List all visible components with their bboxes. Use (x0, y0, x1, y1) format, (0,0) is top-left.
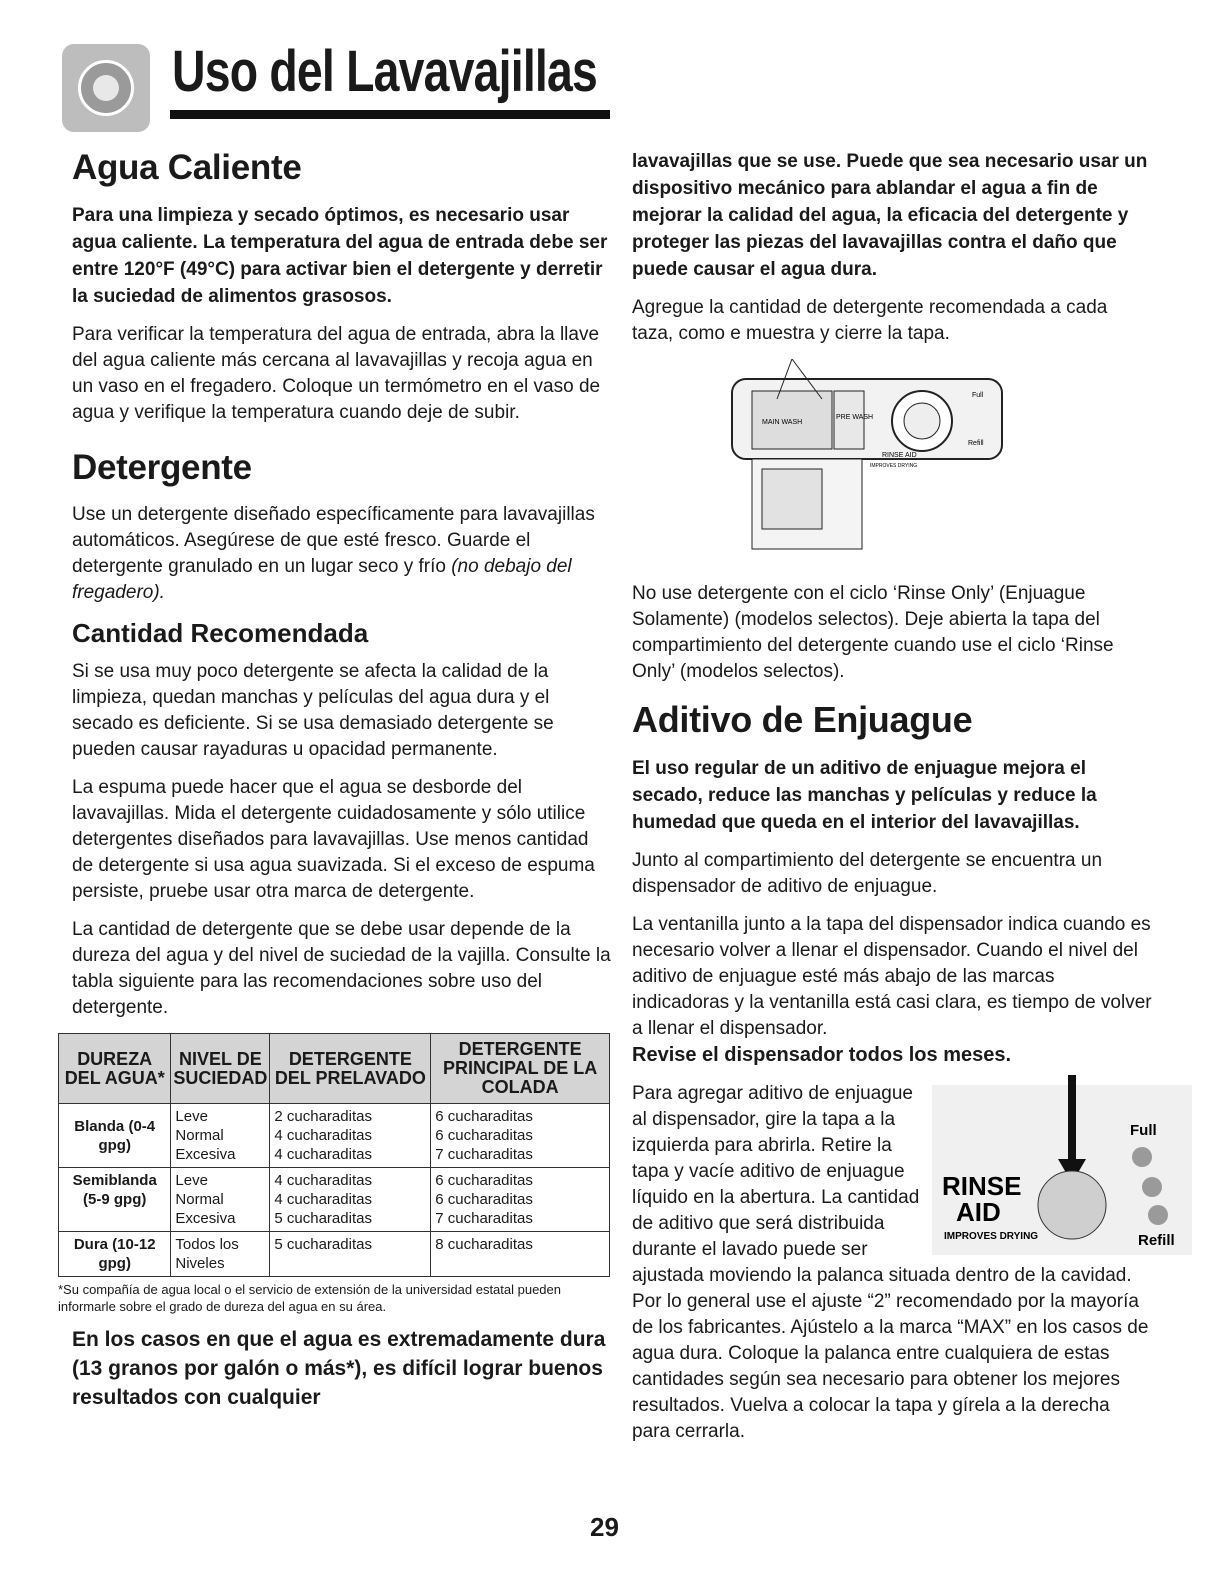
table-row (59, 1104, 610, 1168)
aditivo-p2: La ventanilla junto a la tapa del dispensador indica cuando es necesario volver a llenar el dispensador. Cuando el nivel del aditivo de enjuague esté más abajo de las marcas indicadoras y la ventanilla está casi clara, es tiempo de volver a llenar el dispensador. (632, 914, 1152, 1039)
refill-mark-label: Refill (1138, 1232, 1175, 1249)
aditivo-intro: El uso regular de un aditivo de enjuague mejora el secado, reduce las manchas y películas y reduce la humedad que queda en el interior del lavavajillas. (632, 758, 1097, 833)
add-text: Agregue la cantidad de detergente recomendada a cada taza, como e muestra y cierre la tapa. (632, 297, 1108, 344)
main-wash-label: MAIN WASH (762, 419, 803, 426)
heading-detergente: Detergente (72, 448, 252, 487)
rinse-aid-illustration (932, 1075, 1192, 1255)
table-cell: 5 cucharaditas (270, 1232, 431, 1277)
table-cell: 8 cucharaditas (431, 1232, 610, 1277)
pre-wash-label: PRE WASH (836, 414, 874, 421)
table-header: DETERGENTE PRINCIPAL DE LA COLADA (431, 1034, 610, 1104)
table-row (59, 1232, 610, 1277)
full-label: Full (972, 392, 984, 399)
rinse-label: RINSE (942, 1171, 1022, 1201)
page-number: 29 (590, 1512, 619, 1542)
aid-label: AID (956, 1197, 1001, 1227)
table-cell: Leve Normal Excesiva (171, 1104, 270, 1168)
rinse-aid-label: RINSE AID (882, 452, 917, 459)
table-cell: 2 cucharaditas 4 cucharaditas 4 cucharaditas (270, 1104, 431, 1168)
aditivo-p3: Para agregar aditivo de enjuague al dispensador, gire la tapa a la izquierda para abrirla. Retire la tapa y vacíe aditivo de enjuague líquido en la abertura. La cantidad de aditivo que será distribuida durante el lavado puede ser ajustada moviendo la palanca situada dentro de la cavidad. Por lo general use el ajuste “2” recomendado por la mayoría de los fabricantes. Ajústelo a la marca “MAX” en los casos de agua dura. Coloque la palanca entre cualquiera de estas cantidades según sea necesario para obtener los mejores resultados. Vuelva a colocar la tapa y gírela a la derecha para cerrarla. (632, 1083, 1149, 1442)
detergent-table (58, 1033, 610, 1277)
cantidad-p3: La cantidad de detergente que se debe usar depende de la dureza del agua y del nivel de suciedad de la vajilla. Consulte la tabla siguiente para las recomendaciones sobre uso del detergente. (72, 919, 611, 1018)
table-header: DUREZA DEL AGUA* (59, 1034, 171, 1104)
table-cell: 6 cucharaditas 6 cucharaditas 7 cucharaditas (431, 1168, 610, 1232)
cantidad-p1: Si se usa muy poco detergente se afecta la calidad de la limpieza, quedan manchas y películas del agua dura y el secado es deficiente. Si se usa demasiado detergente se pueden causar rayaduras u opacidad permanente. (72, 661, 554, 760)
table-cell: Todos los Niveles (171, 1232, 270, 1277)
table-cell: Semiblanda (5-9 gpg) (59, 1168, 171, 1232)
left-column (58, 148, 612, 1424)
cantidad-p2: La espuma puede hacer que el agua se desborde del lavavajillas. Mida el detergente cuidadosamente y sólo utilice detergentes diseñados para lavavajillas. Use menos cantidad de detergente si usa agua suavizada. Si el exceso de espuma persiste, pruebe usar otra marca de detergente. (72, 777, 595, 902)
table-cell: Dura (10-12 gpg) (59, 1232, 171, 1277)
rinse-aid-figure (932, 1075, 1192, 1255)
closing-text: En los casos en que el agua es extremadamente dura (13 granos por galón o más*), es difícil lograr buenos resultados con cualquier (72, 1328, 606, 1409)
refill-label: Refill (968, 440, 984, 447)
table-cell: 6 cucharaditas 6 cucharaditas 7 cucharaditas (431, 1104, 610, 1168)
aditivo-p2b: Revise el dispensador todos los meses. (632, 1044, 1012, 1066)
table-cell: Blanda (0-4 gpg) (59, 1104, 171, 1168)
heading-agua-caliente: Agua Caliente (72, 148, 302, 187)
improves-drying-label: IMPROVES DRYING (944, 1231, 1039, 1242)
agua-intro: Para una limpieza y secado óptimos, es necesario usar agua caliente. La temperatura del agua de entrada debe ser entre 120°F (49°C) para activar bien el detergente y derretir la suciedad de alimentos grasosos. (72, 205, 608, 307)
detergente-body: Use un detergente diseñado específicamente para lavavajillas automáticos. Asegúrese de que esté fresco. Guarde el detergente granulado en un lugar seco y frío (no debajo del fregadero). (72, 504, 595, 603)
heading-cantidad: Cantidad Recomendada (72, 618, 369, 648)
dispenser-illustration (722, 359, 1022, 569)
table-header: DETERGENTE DEL PRELAVADO (270, 1034, 431, 1104)
rinse-only-text: No use detergente con el ciclo ‘Rinse Only’ (Enjuague Solamente) (modelos selectos). Deje abierta la tapa del compartimiento del detergente cuando use el ciclo ‘Rinse Only’ (modelos selectos). (632, 583, 1114, 682)
improves-label: IMPROVES DRYING (870, 463, 918, 469)
dispenser-diagram (722, 359, 1022, 569)
table-cell: Leve Normal Excesiva (171, 1168, 270, 1232)
aditivo-p1: Junto al compartimiento del detergente se encuentra un dispensador de aditivo de enjuague. (632, 850, 1103, 897)
table-header: NIVEL DE SUCIEDAD (171, 1034, 270, 1104)
page-title: Uso del Lavavajillas (172, 39, 598, 104)
agua-body: Para verificar la temperatura del agua de entrada, abra la llave del agua caliente más cercana al lavavajillas y recoja agua en un vaso en el fregadero. Coloque un termómetro en el vaso de agua y verifique la temperatura cuando deje de subir. (72, 324, 601, 423)
dishwasher-dial-icon (62, 44, 150, 132)
heading-aditivo: Aditivo de Enjuague (632, 699, 973, 740)
right-column (632, 148, 1175, 1457)
table-footnote: *Su compañía de agua local o el servicio de extensión de la universidad estatal pueden informarle sobre el grado de dureza del agua en su área. (58, 1282, 562, 1314)
full-mark-label: Full (1130, 1122, 1157, 1139)
table-cell: 4 cucharaditas 4 cucharaditas 5 cucharaditas (270, 1168, 431, 1232)
table-row (59, 1168, 610, 1232)
title-rule (170, 110, 610, 119)
cont-text: lavavajillas que se use. Puede que sea necesario usar un dispositivo mecánico para ablandar el agua a fin de mejorar la calidad del agua, la eficacia del detergente y proteger las piezas del lavavajillas contra el daño que puede causar el agua dura. (632, 151, 1148, 280)
